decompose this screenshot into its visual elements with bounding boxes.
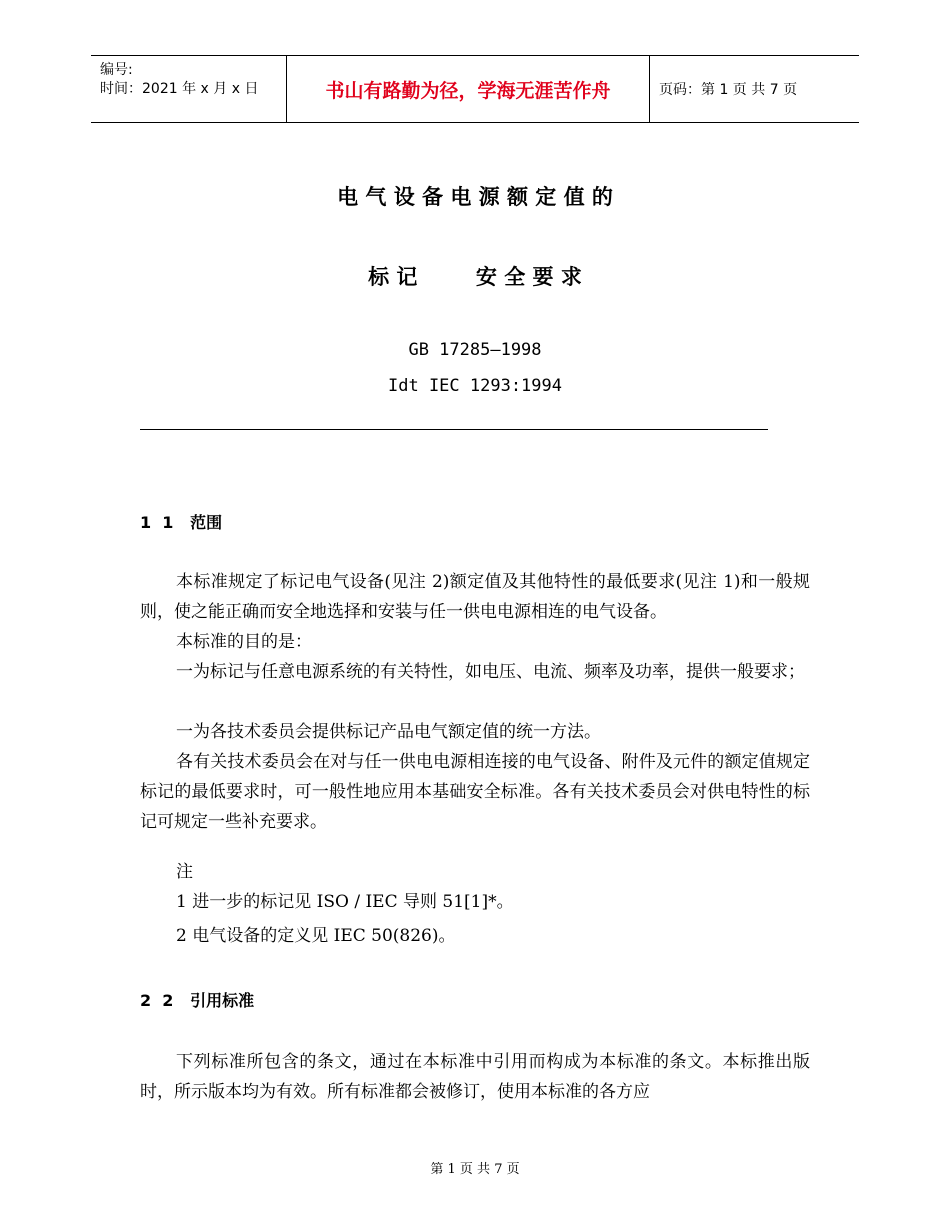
title-line-1: 电 气 设 备 电 源 额 定 值 的	[337, 185, 613, 209]
paragraph: 一为标记与任意电源系统的有关特性，如电压、电流、频率及功率，提供一般要求；	[176, 662, 805, 682]
page-footer: 第 1 页 共 7 页	[430, 1162, 520, 1177]
standard-code-idt: Idt IEC 1293:1994	[388, 376, 562, 396]
paragraph: 一为各技术委员会提供标记产品电气额定值的统一方法。	[176, 722, 601, 742]
document-header	[91, 55, 859, 123]
section-heading-scope: 1 1 范围	[140, 513, 223, 532]
paragraph: 本标准的目的是：	[176, 632, 312, 652]
header-page-info: 页码：第 1 页 共 7 页	[659, 82, 798, 98]
note-item: 2 电气设备的定义见 IEC 50(826)。	[176, 926, 456, 946]
header-meta	[91, 56, 285, 122]
note-item: 1 进一步的标记见 ISO / IEC 导则 51[1]*。	[176, 892, 514, 912]
paragraph: 下列标准所包含的条文，通过在本标准中引用而构成为本标准的条文。本标推出版时，所示版本均为有效。所有标准都会被修订，使用本标准的各方应	[140, 1052, 810, 1102]
note-label: 注	[176, 862, 193, 882]
standard-code-gb: GB 17285—1998	[408, 340, 542, 360]
header-motto: 书山有路勤为径，学海无涯苦作舟	[286, 56, 650, 122]
section-heading-references: 2 2 引用标准	[140, 991, 255, 1010]
title-line-2: 标 记 安 全 要 求	[368, 265, 582, 289]
paragraph: 各有关技术委员会在对与任一供电电源相连接的电气设备、附件及元件的额定值规定标记的最低要求时，可一般性地应用本基础安全标准。各有关技术委员会对供电特性的标记可规定一些补充要求。	[140, 752, 810, 832]
time-label: 时间：2021 年 x 月 x 日	[100, 81, 259, 97]
title-divider	[140, 429, 768, 430]
number-label: 编号:	[100, 62, 133, 78]
paragraph: 本标准规定了标记电气设备(见注 2)额定值及其他特性的最低要求(见注 1)和一般规则，使之能正确而安全地选择和安装与任一供电电源相连的电气设备。	[140, 572, 810, 622]
